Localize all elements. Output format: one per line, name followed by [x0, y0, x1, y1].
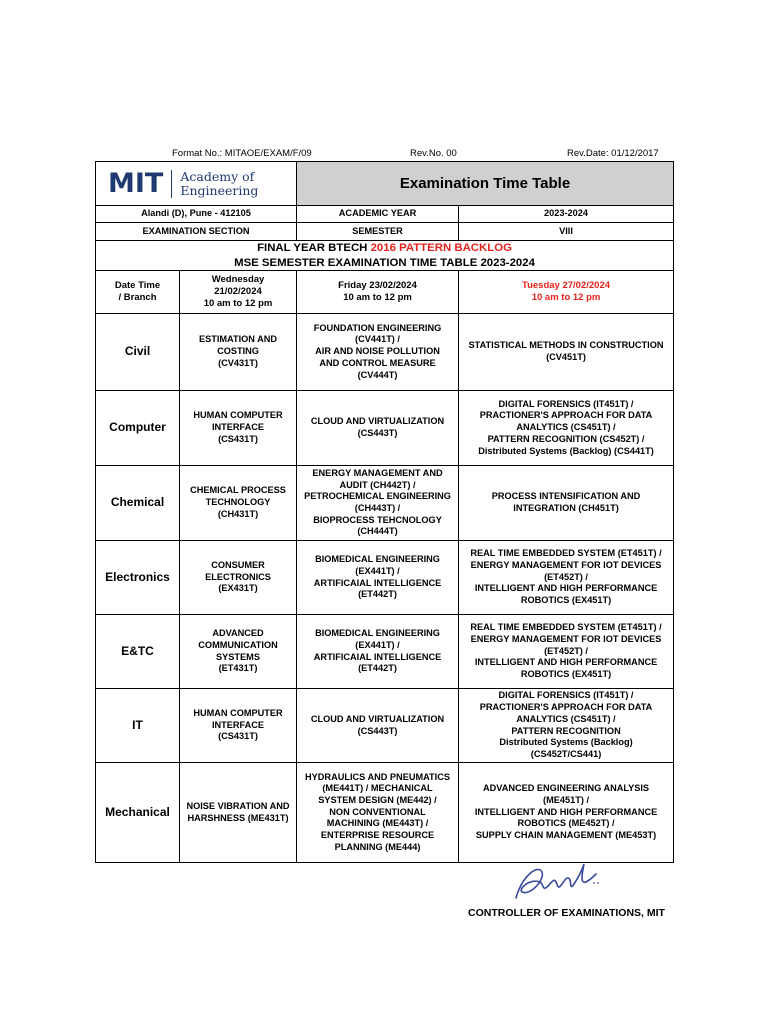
cell-line: STATISTICAL METHODS IN CONSTRUCTION — [468, 340, 664, 351]
cell-line: DIGITAL FORENSICS (IT451T) / — [498, 398, 634, 409]
cell-line: ROBOTICS (EX451T) — [520, 595, 612, 606]
cell-line: Wednesday — [211, 273, 265, 285]
cell-line: CONSUMER — [211, 559, 265, 570]
cell-line: INTERFACE — [211, 422, 265, 433]
subject-cell-1 — [180, 615, 297, 689]
semester-value: VIII — [459, 223, 674, 241]
cell-line: COSTING — [217, 346, 259, 357]
table-row — [96, 689, 674, 763]
cell-line: ESTIMATION AND — [198, 334, 278, 345]
cell-line: FOUNDATION ENGINEERING — [313, 322, 442, 333]
date-header-2 — [297, 271, 459, 314]
subject-cell-1 — [180, 763, 297, 863]
cell-line: (CS431T) — [218, 731, 258, 742]
cell-line: CLOUD AND VIRTUALIZATION — [310, 713, 445, 724]
branch-column-header — [96, 271, 180, 314]
cell-line: AND CONTROL MEASURE — [319, 357, 436, 368]
cell-line: / Branch — [118, 292, 157, 303]
subject-cell-2 — [297, 466, 459, 541]
cell-line: PROCESS INTENSIFICATION AND — [491, 491, 641, 502]
subject-cell-2 — [297, 541, 459, 615]
cell-line: ARTIFICAIAL INTELLIGENCE — [313, 651, 442, 662]
cell-line: ELECTRONICS — [205, 571, 271, 582]
revision-number: Rev.No. 00 — [410, 148, 457, 159]
subject-cell-2 — [297, 615, 459, 689]
cell-line: ENERGY MANAGEMENT FOR IOT DEVICES — [470, 633, 662, 644]
cell-line: 10 am to 12 pm — [531, 292, 601, 303]
branch-name: E&TC — [96, 615, 180, 689]
subject-cell-2 — [297, 391, 459, 466]
cell-line: (ME451T) / — [543, 794, 589, 805]
cell-line: AIR AND NOISE POLLUTION — [315, 346, 440, 357]
logo-divider — [171, 170, 172, 198]
cell-line: DIGITAL FORENSICS (IT451T) / — [498, 690, 634, 701]
cell-line: PETROCHEMICAL ENGINEERING — [304, 491, 451, 502]
cell-line: (ET442T) — [358, 589, 397, 600]
signature-image — [508, 856, 608, 906]
date-header-3 — [459, 271, 674, 314]
cell-line: REAL TIME EMBEDDED SYSTEM (ET451T) / — [470, 548, 662, 559]
branch-name: Electronics — [96, 541, 180, 615]
cell-line: BIOMEDICAL ENGINEERING — [315, 554, 440, 565]
cell-line: (ET452T) / — [544, 571, 588, 582]
branch-name: Civil — [96, 314, 180, 391]
cell-line: ARTIFICAIAL INTELLIGENCE — [313, 577, 442, 588]
table-row — [96, 391, 674, 466]
cell-line: (CS443T) — [357, 725, 398, 736]
academic-year-value: 2023-2024 — [459, 206, 674, 223]
timetable-banner — [96, 241, 674, 271]
date-header-1 — [180, 271, 297, 314]
signatory-title: CONTROLLER OF EXAMINATIONS, MIT — [468, 907, 665, 919]
banner-highlight: 2016 PATTERN BACKLOG — [370, 242, 512, 255]
cell-line: (CV444T) — [357, 369, 398, 380]
cell-line: PATTERN RECOGNITION — [511, 725, 621, 736]
cell-line: (ET442T) — [358, 663, 397, 674]
section-cell: EXAMINATION SECTION — [96, 223, 297, 241]
logo-mit-text: MIT — [108, 168, 164, 199]
cell-line: Date Time — [114, 279, 161, 291]
cell-line: CLOUD AND VIRTUALIZATION — [310, 416, 445, 427]
cell-line: ROBOTICS (EX451T) — [520, 669, 612, 680]
cell-line: SYSTEM DESIGN (ME442) / — [318, 794, 437, 805]
cell-line: PATTERN RECOGNITION (CS452T) / — [487, 433, 645, 444]
cell-line: INTELLIGENT AND HIGH PERFORMANCE — [474, 583, 658, 594]
branch-name: IT — [96, 689, 180, 763]
cell-line: (CH431T) — [217, 508, 259, 519]
location-cell: Alandi (D), Pune - 412105 — [96, 206, 297, 223]
cell-line: ANALYTICS (CS451T) / — [516, 713, 616, 724]
cell-line: Distributed Systems (Backlog) — [499, 737, 633, 748]
subject-cell-2 — [297, 314, 459, 391]
cell-line: (CH444T) — [357, 526, 398, 537]
cell-line: NOISE VIBRATION AND — [186, 800, 290, 811]
branch-name: Computer — [96, 391, 180, 466]
cell-line: (CH443T) / — [354, 503, 401, 513]
cell-line: INTERFACE — [211, 719, 265, 730]
cell-line: (EX441T) / — [355, 639, 400, 650]
cell-line: AUDIT (CH442T) / — [339, 479, 416, 490]
subject-cell-1 — [180, 314, 297, 391]
page-title: Examination Time Table — [297, 162, 674, 206]
cell-line: HUMAN COMPUTER — [193, 707, 283, 718]
cell-line: (ME441T) / MECHANICAL — [322, 783, 433, 794]
branch-name: Mechanical — [96, 763, 180, 863]
cell-line: COMMUNICATION — [198, 639, 278, 650]
cell-line: Tuesday 27/02/2024 — [522, 279, 611, 291]
table-row — [96, 466, 674, 541]
cell-line: (ET452T) / — [544, 645, 588, 656]
cell-line: PRACTIONER'S APPROACH FOR DATA — [479, 410, 653, 421]
cell-line: INTELLIGENT AND HIGH PERFORMANCE — [474, 657, 658, 668]
cell-line: BIOPROCESS TEHCNOLOGY — [313, 514, 442, 525]
cell-line: ENTERPRISE RESOURCE — [320, 830, 435, 841]
cell-line: Distributed Systems (Backlog) (CS441T) — [478, 445, 654, 456]
cell-line: REAL TIME EMBEDDED SYSTEM (ET451T) / — [470, 622, 662, 633]
subject-cell-1 — [180, 391, 297, 466]
cell-line: HYDRAULICS AND PNEUMATICS — [305, 771, 450, 782]
branch-name: Chemical — [96, 466, 180, 541]
institute-logo — [96, 162, 297, 206]
subject-cell-3 — [459, 391, 674, 466]
cell-line: Friday 23/02/2024 — [338, 279, 417, 291]
banner-line2: MSE SEMESTER EXAMINATION TIME TABLE 2023-2024 — [234, 256, 535, 269]
subject-cell-3 — [459, 763, 674, 863]
cell-line: (CV451T) — [546, 352, 586, 362]
cell-line: NON CONVENTIONAL — [329, 806, 426, 817]
cell-line: PLANNING (ME444) — [334, 841, 421, 852]
revision-date: Rev.Date: 01/12/2017 — [567, 148, 659, 159]
subject-cell-3 — [459, 689, 674, 763]
cell-line: HUMAN COMPUTER — [193, 410, 283, 421]
subject-cell-1 — [180, 689, 297, 763]
cell-line: (ET431T) — [218, 663, 258, 674]
cell-line: 21/02/2024 — [214, 285, 262, 297]
cell-line: ANALYTICS (CS451T) / — [516, 422, 616, 433]
cell-line: CHEMICAL PROCESS — [190, 485, 286, 496]
table-row — [96, 615, 674, 689]
cell-line: MACHINING (ME443T) / — [326, 818, 429, 829]
cell-line: INTEGRATION (CH451T) — [513, 503, 619, 513]
cell-line: (EX431T) — [218, 583, 258, 594]
exam-timetable — [95, 161, 674, 863]
subject-cell-2 — [297, 689, 459, 763]
cell-line: INTELLIGENT AND HIGH PERFORMANCE — [474, 806, 658, 817]
cell-line: (EX441T) / — [355, 565, 400, 576]
cell-line: 10 am to 12 pm — [343, 292, 412, 303]
cell-line: TECHNOLOGY — [205, 497, 271, 508]
cell-line: HARSHNESS (ME431T) — [187, 812, 289, 823]
format-number: Format No.: MITAOE/EXAM/F/09 — [172, 148, 312, 159]
cell-line: PRACTIONER'S APPROACH FOR DATA — [479, 702, 653, 713]
subject-cell-3 — [459, 615, 674, 689]
cell-line: ADVANCED ENGINEERING ANALYSIS — [482, 783, 650, 794]
subject-cell-3 — [459, 314, 674, 391]
cell-line: ENERGY MANAGEMENT AND — [312, 467, 443, 478]
cell-line: ROBOTICS (ME452T) / — [517, 818, 615, 829]
subject-cell-1 — [180, 466, 297, 541]
cell-line: SUPPLY CHAIN MANAGEMENT (ME453T) — [475, 830, 657, 841]
cell-line: (CV441T) / — [355, 334, 400, 345]
cell-line: SYSTEMS — [216, 651, 260, 662]
table-row — [96, 314, 674, 391]
logo-name: Academy of Engineering — [180, 168, 259, 198]
academic-year-label: ACADEMIC YEAR — [297, 206, 459, 223]
subject-cell-3 — [459, 541, 674, 615]
cell-line: ADVANCED — [212, 628, 264, 639]
cell-line: ENERGY MANAGEMENT FOR IOT DEVICES — [470, 559, 662, 570]
banner-line1: FINAL YEAR BTECH — [257, 242, 371, 255]
semester-label: SEMESTER — [297, 223, 459, 241]
cell-line: (CS443T) — [357, 428, 398, 438]
subject-cell-2 — [297, 763, 459, 863]
subject-cell-1 — [180, 541, 297, 615]
cell-line: BIOMEDICAL ENGINEERING — [315, 628, 440, 639]
cell-line: 10 am to 12 pm — [203, 298, 273, 310]
cell-line: (CS431T) — [218, 433, 258, 444]
table-row — [96, 763, 674, 863]
subject-cell-3 — [459, 466, 674, 541]
cell-line: (CV431T) — [218, 357, 258, 368]
cell-line: (CS452T/CS441) — [530, 748, 602, 759]
table-row — [96, 541, 674, 615]
